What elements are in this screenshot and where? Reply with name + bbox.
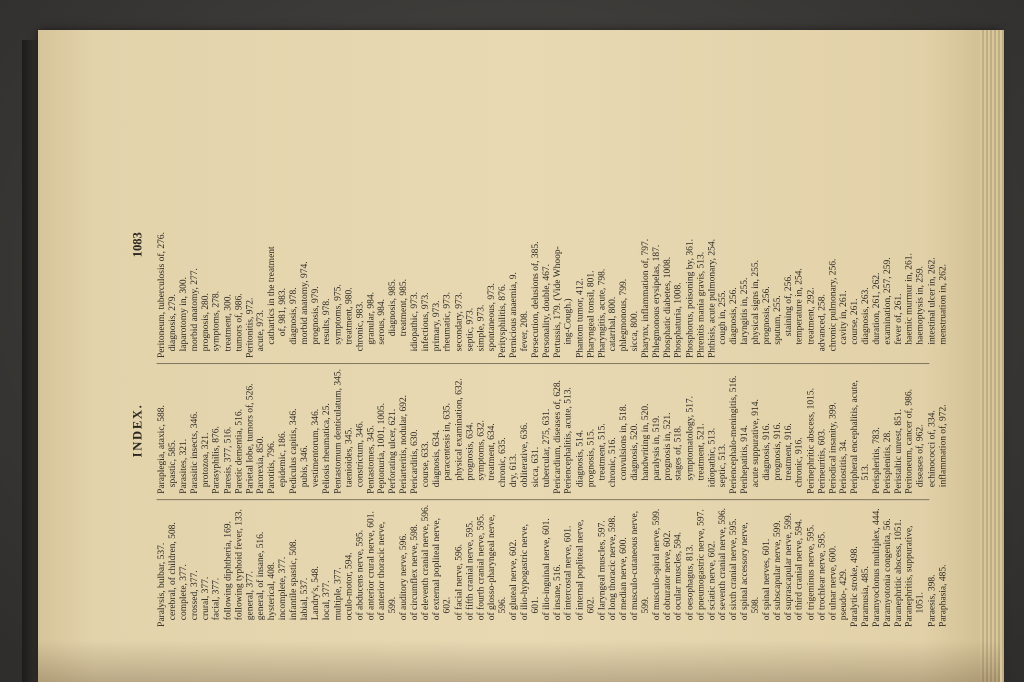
index-entry: temperature in, 254.	[794, 268, 805, 345]
index-entry: prognosis, 280.	[200, 293, 211, 352]
index-entry: prognosis, 916.	[772, 422, 783, 481]
index-entry: Periarteritis, nodular, 692.	[398, 394, 409, 494]
index-entry: Peritoneum, cancer of, 986.	[904, 389, 915, 494]
index-entry: physical examination, 632.	[453, 378, 464, 481]
index-entry: Periencephalitis, acute, 513.	[563, 387, 574, 494]
index-entry: of fifth cranial nerve, 595.	[464, 520, 475, 621]
index-entry: Periencephalo-meningitis, 516.	[728, 375, 739, 494]
index-entry: following typhoid fever, 133.	[233, 509, 244, 621]
index-entry: examination, 257, 259.	[882, 257, 893, 345]
index-entry: of anterior crural nerve, 601.	[365, 511, 376, 621]
index-entry: Paraphasia, 485.	[937, 564, 948, 627]
index-column-1	[156, 500, 948, 632]
index-entry: local, 377.	[321, 580, 332, 621]
index-entry: of fourth cranial nerve, 595.	[475, 513, 486, 621]
index-entry: Pediculus capitis, 346.	[288, 408, 299, 494]
index-entry: facial, 377.	[211, 577, 222, 621]
index-entry: paracentesis in, 635.	[442, 402, 453, 481]
index-entry: symptoms, 632.	[475, 420, 486, 481]
index-entry: Parorexia, 850.	[255, 436, 266, 494]
index-entry: rheumatic, 973.	[442, 292, 453, 352]
index-entry: Persecution, delusions of, 385.	[530, 241, 541, 359]
index-entry: echinococci of, 334.	[926, 410, 937, 488]
index-entry: 602.	[442, 596, 453, 614]
index-entry: diagnosis, 634.	[431, 429, 442, 488]
index-entry: of, 981, 983.	[277, 287, 288, 337]
index-entry: secondary, 973.	[453, 292, 464, 352]
index-entry: treatment, 916.	[783, 423, 794, 481]
index-entry: diagnosis, 916.	[761, 423, 772, 481]
page-title: INDEX.	[131, 403, 145, 458]
index-entry: acute suppurative, 914.	[750, 399, 761, 488]
index-entry: cerebral, of children, 508.	[167, 522, 178, 621]
index-entry: 598.	[750, 596, 761, 614]
index-entry: diagnosis, 520.	[629, 423, 640, 481]
index-entry: symptomatology, 517.	[684, 395, 695, 481]
index-entry: of third cranial nerve, 594.	[794, 519, 805, 621]
index-entry: intestinal ulcer in, 262.	[926, 257, 937, 345]
index-entry: Peritysphilitis, 876.	[497, 283, 508, 359]
index-entry: spontaneous, 973.	[486, 283, 497, 352]
index-entry: prognosis, 634.	[464, 422, 475, 481]
index-entry: of external popliteal nerve,	[431, 518, 442, 621]
index-entry: of musculo-spiral nerve, 599.	[651, 508, 662, 621]
index-entry: sicca, 631.	[530, 446, 541, 488]
index-entry: of internal popliteal nerve,	[574, 519, 585, 621]
index-entry: diagnosis, 514.	[574, 429, 585, 488]
index-entry: convulsions in, 518.	[618, 404, 629, 481]
index-entry: of auditory nerve, 596.	[398, 533, 409, 621]
index-entry: of obturator nerve, 602.	[662, 530, 673, 621]
index-column-2	[156, 364, 948, 500]
index-entry: acute, 973.	[255, 309, 266, 352]
index-entry: hysterical, 408.	[266, 561, 277, 621]
index-entry: septic, 973.	[464, 307, 475, 352]
index-entry: cavity in, 261.	[838, 290, 849, 345]
index-entry: Parasitic insects, 346.	[189, 411, 200, 494]
index-entry: crural, 377.	[200, 576, 211, 621]
index-entry: protozoa, 321.	[200, 432, 211, 488]
index-entry: of ocular muscles, 594.	[673, 531, 684, 621]
index-entry: idiopathic, 973.	[409, 292, 420, 352]
index-entry: obliterative, 636.	[519, 422, 530, 488]
index-entry: taenioides, 345.	[343, 427, 354, 488]
index-entry: Personality, double, 467.	[541, 264, 552, 359]
index-entry: granular, 984.	[365, 292, 376, 345]
index-entry: stages of, 518.	[673, 425, 684, 481]
index-entry: following diphtheria, 169.	[222, 521, 233, 621]
index-entry: primary, 973.	[431, 300, 442, 352]
index-entry: pubis, 346.	[299, 445, 310, 488]
index-entry: phlegmonous, 799.	[618, 278, 629, 352]
index-entry: of musculo-cutaneous nerve,	[629, 510, 640, 621]
index-entry: treatment, 515.	[596, 423, 607, 481]
index-entry: Paramyoclonus multiplex, 444.	[871, 508, 882, 627]
index-entry: of pneumogastric nerve, 597.	[695, 509, 706, 621]
index-entry: septic, 513.	[717, 443, 728, 488]
index-entry: Parotitis, 796.	[266, 440, 277, 494]
index-entry: chronic, 635.	[497, 437, 508, 488]
index-entry: duration, 261, 262.	[871, 272, 882, 345]
index-entry: multiple, 377.	[332, 567, 343, 621]
index-entry: Paralytic stroke, 498.	[849, 546, 860, 627]
index-entry: fever, 208.	[519, 310, 530, 352]
index-entry: Pharyngitis, acute, 798.	[596, 268, 607, 359]
index-entry: Phrenitis mania gravis, 513.	[695, 251, 706, 359]
index-entry: ing-Cough.)	[563, 298, 574, 345]
page-shadow	[38, 640, 1000, 682]
index-entry: Parasyphilis, 876.	[211, 426, 222, 494]
index-entry: Pharynx, inflammation of, 797.	[640, 238, 651, 359]
index-entry: 599.	[387, 596, 398, 614]
index-entry: catarrhal, 800.	[607, 296, 618, 352]
index-entry: Pentastomum denticulatum, 345.	[332, 368, 343, 494]
index-entry: Pentastomes, 345.	[365, 425, 376, 494]
index-entry: Parietal lobe, tumors of, 526.	[244, 383, 255, 494]
index-entry: of anterior thoracic nerve,	[376, 521, 387, 621]
index-entry: prognosis, 256.	[761, 286, 772, 345]
index-entry: of seventh cranial nerve, 596.	[717, 507, 728, 621]
index-entry: incomplete, 377.	[277, 556, 288, 621]
index-entry: of spinal nerves, 601.	[761, 538, 772, 621]
index-entry: Paramusia, 485.	[860, 566, 871, 627]
index-entry: of sixth cranial nerve, 595.	[728, 518, 739, 621]
index-entry: diagnosis, 279.	[167, 294, 178, 352]
index-entry: epidemic, 186.	[277, 431, 288, 488]
page-number: 1083	[131, 232, 145, 258]
index-entry: Paranephritic abscess, 1051.	[893, 519, 904, 627]
index-entry: Phosphorus, poisoning by, 361.	[684, 238, 695, 359]
index-text-block	[128, 229, 968, 632]
index-entry: of eleventh cranial nerve, 596.	[420, 504, 431, 621]
index-entry: Paramyotonia congenita, 56.	[882, 518, 893, 627]
index-entry: symptoms, 278.	[211, 290, 222, 352]
index-entry: serous, 984.	[376, 299, 387, 345]
index-entry: diagnosis, 256.	[728, 287, 739, 345]
index-entry: diagnosis, 985.	[387, 279, 398, 337]
index-entry: staining of, 256.	[783, 274, 794, 337]
index-entry: chronic, 516.	[607, 437, 618, 488]
index-entry: chronic, 983.	[354, 301, 365, 352]
index-entry: chronic pulmonary, 256.	[827, 258, 838, 352]
index-entry: treatment, 980.	[343, 287, 354, 345]
index-entry: morbid anatomy, 277.	[189, 268, 200, 352]
index-entry: cough in, 255.	[717, 290, 728, 345]
index-entry: sicca, 800.	[629, 311, 640, 352]
index-entry: of laryngeal muscles, 597.	[596, 520, 607, 621]
index-entry: Phosphatic diabetes, 1008.	[662, 256, 673, 359]
index-entry: results, 978.	[321, 298, 332, 345]
index-entry: complete, 377.	[178, 564, 189, 621]
index-entry: simple, 973.	[475, 304, 486, 352]
index-entry: haemic murmur in, 261.	[904, 253, 915, 345]
index-entry: Paresis, 377, 516.	[222, 426, 233, 494]
index-entry: treatment, 634.	[486, 423, 497, 481]
index-entry: prognosis, 515.	[585, 428, 596, 488]
index-entry: Landry's, 548.	[310, 566, 321, 621]
index-entry: of gluteal nerve, 602.	[508, 539, 519, 621]
index-entry: Peliosis rheumatica, 25.	[321, 403, 332, 494]
index-entry: oculo-motor, 594.	[343, 552, 354, 621]
index-entry: of trigeminus nerve, 595.	[805, 524, 816, 621]
index-entry: 599.	[640, 596, 651, 614]
index-entry: 601.	[530, 596, 541, 614]
index-entry: 602.	[585, 596, 596, 614]
index-entry: of ilio-hypogastric nerve,	[519, 524, 530, 621]
index-entry: Perforating ulcer, 621.	[387, 408, 398, 494]
index-entry: infectious, 973.	[420, 292, 431, 352]
index-entry: Phlegmonous erysipelas, 187.	[651, 244, 662, 359]
index-entry: physical signs in, 255.	[750, 259, 761, 345]
index-entry: Paranephritis, suppurative,	[904, 525, 915, 627]
index-entry: of suprascapular nerve, 599.	[783, 512, 794, 621]
index-entry: vestimentorum, 346.	[310, 408, 321, 488]
index-entry: infantile spastic, 508.	[288, 539, 299, 621]
index-entry: of spinal accessory nerve,	[739, 522, 750, 621]
index-entry: 513.	[860, 463, 871, 481]
index-entry: of trochlear nerve, 595.	[816, 531, 827, 621]
index-entry: Periostitis, 34.	[838, 439, 849, 494]
index-entry: Perispleritis, 783.	[871, 427, 882, 494]
index-entry: Parasites, 321.	[178, 438, 189, 494]
index-entry: treatment, 521.	[695, 423, 706, 481]
index-entry: Phthisis, acute pulmonary, 254.	[706, 239, 717, 359]
index-entry: diagnosis, 263.	[860, 287, 871, 345]
index-entry: Pharyngeal tonsil, 801.	[585, 270, 596, 359]
index-entry: laryngitis in, 255.	[739, 277, 750, 345]
index-entry: Peristaltic unrest, 851.	[893, 409, 904, 494]
index-entry: diagnosis, 978.	[288, 287, 299, 345]
index-entry: of sciatic nerve, 602.	[706, 540, 717, 621]
index-column-3	[156, 227, 948, 364]
index-entry: Pernicious anaemia, 9.	[508, 272, 519, 359]
index-columns	[156, 229, 948, 632]
index-entry: Periodical insanity, 399.	[827, 402, 838, 494]
index-entry: Phosphaturia, 1008.	[673, 282, 684, 359]
index-entry: inflammation of, 972.	[937, 404, 948, 488]
index-entry: advanced, 258.	[816, 294, 827, 352]
index-entry: tubercular, 275, 631.	[541, 408, 552, 488]
index-entry: treatment, 292.	[805, 287, 816, 345]
index-entry: 1051.	[915, 592, 926, 614]
index-entry: diseases of, 962.	[915, 424, 926, 488]
index-entry: Perinephritic abscess, 1015.	[805, 387, 816, 494]
index-entry: course, 633.	[420, 441, 431, 488]
index-entry: of glosso-pharyngeal nerve,	[486, 514, 497, 621]
index-entry: Paralysis, bulbar, 537.	[156, 542, 167, 627]
index-entry: Peripheral encephalitis, acute,	[849, 380, 860, 494]
index-entry: Pericardium, diseases of, 628.	[552, 380, 563, 494]
index-entry: cathartics in the treatment	[266, 246, 277, 345]
index-entry: treatment, 300.	[222, 294, 233, 352]
index-entry: 596.	[497, 596, 508, 614]
index-entry: handwriting in, 520.	[640, 403, 651, 481]
index-entry: Pericarditis, 630.	[409, 429, 420, 494]
index-entry: of ilio-inguinal nerve, 601.	[541, 518, 552, 621]
index-entry: Paraplegia, ataxic, 588.	[156, 405, 167, 494]
index-entry: Peritonitis, 972.	[244, 297, 255, 359]
index-entry: Peritoneum, tuberculosis of, 276.	[156, 232, 167, 359]
index-entry: Peptonuria, 1001, 1005.	[376, 402, 387, 494]
index-entry: paralysis in, 519.	[651, 415, 662, 481]
index-entry: Paretic dementia, 516.	[233, 409, 244, 494]
index-entry: of ulnar nerve, 600.	[827, 545, 838, 621]
index-entry: general, 377.	[244, 570, 255, 621]
index-entry: Perihepatitis, 914.	[739, 425, 750, 494]
index-entry: symptoms, 975.	[332, 284, 343, 345]
index-entry: pseudo-, 429.	[838, 568, 849, 621]
index-entry: sputum, 255.	[772, 295, 783, 345]
index-entry: of circumflex nerve, 598.	[409, 524, 420, 621]
index-entry: Perisplenitis, 28.	[882, 430, 893, 494]
index-entry: of intercostal nerve, 601.	[563, 525, 574, 621]
index-entry: crossed, 377.	[189, 570, 200, 621]
index-entry: dry, 613.	[508, 453, 519, 488]
index-entry: of long thoracic nerve, 598.	[607, 515, 618, 621]
page-edges	[980, 30, 1004, 682]
index-entry: of abducens nerve, 595.	[354, 529, 365, 621]
index-entry: chronic, 916.	[794, 437, 805, 488]
index-entry: labial, 537.	[299, 577, 310, 621]
index-entry: laparotomy in, 300.	[178, 277, 189, 352]
index-entry: Perineuritis, 603.	[816, 428, 827, 494]
index-entry: constrictum, 346.	[354, 421, 365, 488]
index-entry: treatment, 985.	[398, 279, 409, 337]
index-entry: of oesophagus, 813.	[684, 544, 695, 621]
index-entry: Paraesis, 398.	[926, 574, 937, 627]
index-entry: Phantom tumor, 412.	[574, 278, 585, 359]
index-entry: morbid anatomy, 974.	[299, 261, 310, 345]
index-entry: prognosis, 979.	[310, 286, 321, 345]
index-entry: of insane, 516.	[552, 564, 563, 621]
index-entry: idiopathic, 513.	[706, 427, 717, 488]
index-entry: prognosis in, 521.	[662, 412, 673, 481]
index-entry: Pertussis, 179. (Vide Whoop-	[552, 246, 563, 359]
index-entry: haemoptysis in, 259.	[915, 266, 926, 345]
index-entry: menstruation in, 262.	[937, 263, 948, 345]
page-header	[131, 229, 151, 632]
index-entry: fever of, 261.	[893, 293, 904, 345]
index-entry: of facial nerve, 596.	[453, 544, 464, 621]
index-entry: spastic, 585.	[167, 440, 178, 488]
index-entry: of subscapular nerve, 599.	[772, 520, 783, 621]
index-entry: tumors of, 986.	[233, 293, 244, 352]
index-entry: of median nerve, 600.	[618, 537, 629, 621]
index-entry: general, of insane, 516.	[255, 531, 266, 621]
index-entry: course, 261.	[849, 298, 860, 345]
